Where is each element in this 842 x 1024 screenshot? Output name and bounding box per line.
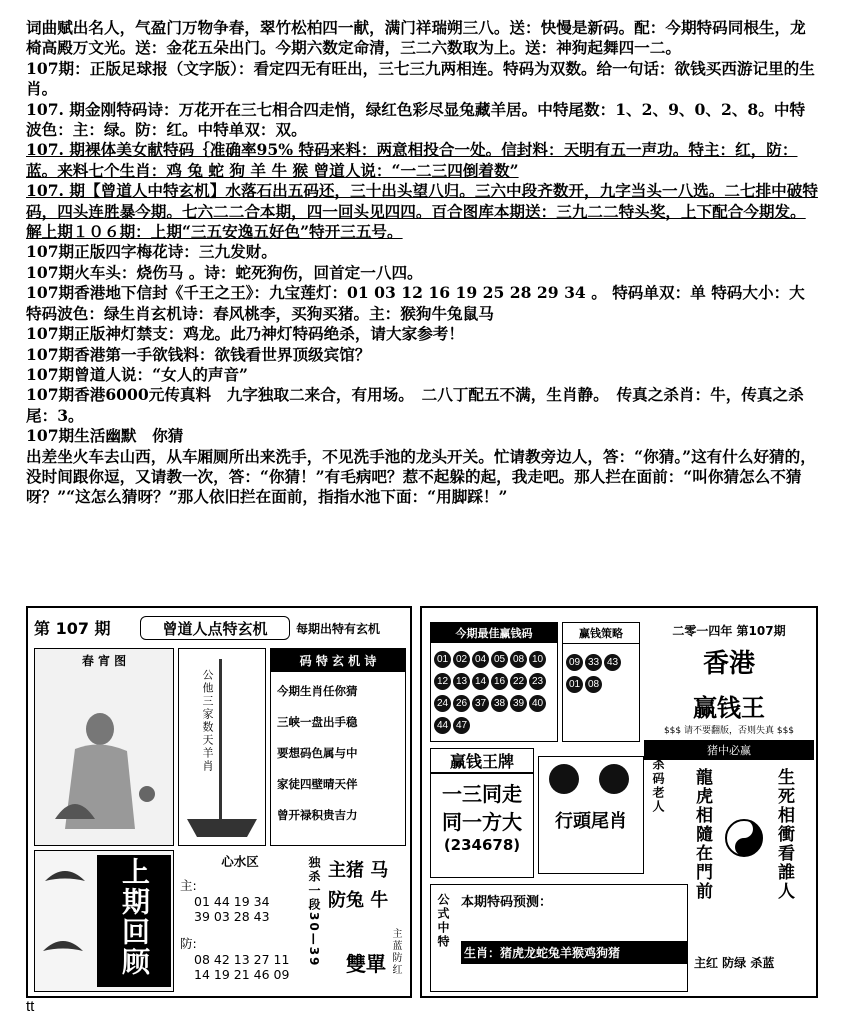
- paragraph-fax: 107期香港6000元传真料 九字独取二来合，有用场。 二八丁配五不满，生肖静。 传真之杀肖：牛，传真之杀尾：3。: [26, 385, 804, 425]
- defend-label: 防:: [180, 936, 197, 951]
- number-ball: 44: [434, 717, 451, 734]
- win-strategy-box: [562, 622, 640, 742]
- win-numbers: [563, 644, 639, 700]
- side-note: 主蓝防红: [390, 928, 401, 976]
- king-card-title: 赢钱王牌: [431, 749, 533, 774]
- paragraph-plum: 107期正版四字梅花诗：三九发财。: [26, 242, 277, 262]
- number-ball: 38: [491, 695, 508, 712]
- zodiac-picks: [328, 856, 392, 916]
- poem-line: 三峡一盘出手稳: [277, 715, 358, 729]
- paragraph-humor-body: 出差坐火车去山西，从车厢厕所出来洗手，不见洗手池的龙头开关。忙请教旁边人，答：“你猜。”这有什么好猜的，没时间跟你逗，又请教一次，答：“你猜！”有毛病吧？惹不起躲的起，我走吧。那人拦在面前：“叫你猜怎么不猜呀？”“这怎么猜呀？”那人依旧拦在面前，指指水池下面：“用脚踩！”: [26, 446, 816, 507]
- clock-icons: [539, 757, 643, 803]
- win-ball: 08: [585, 676, 602, 693]
- main-label: 主:: [180, 878, 197, 893]
- special-tag: 猪中必赢: [644, 740, 814, 760]
- zodiac-defend: 防兔 牛: [328, 890, 389, 911]
- main-nums-2: 39 03 28 43: [194, 909, 270, 924]
- paragraph-zeng-says: 107期曾道人说：“女人的声音”: [26, 364, 249, 384]
- number-ball: 14: [472, 673, 489, 690]
- footer-text: tt: [26, 998, 35, 1015]
- spring-picture: [34, 648, 174, 846]
- number-ball: 23: [529, 673, 546, 690]
- heart-area: [180, 852, 300, 992]
- win-ball: 09: [566, 654, 583, 671]
- predict-zodiac: 生肖：猪虎龙蛇兔羊猴鸡狗猪: [461, 941, 687, 964]
- defend-nums-2: 14 19 21 46 09: [194, 967, 290, 982]
- year-issue: 二零一四年 第107期: [672, 624, 786, 638]
- king-line: 同一方大: [442, 810, 522, 834]
- number-ball: 37: [472, 695, 489, 712]
- paragraph-intro: 词曲赋出名人，气盈门万物争春，翠竹松柏四一献，满门祥瑞朔三八。送：快慢是新码。配：今期特码同根生，龙椅高殿万文光。送：金花五朵出门。今期六数定命清，三二六数取为上。送：神狗起舞四一二。: [26, 18, 806, 58]
- best-numbers-box: [430, 622, 558, 742]
- number-ball: 12: [434, 673, 451, 690]
- poem-list: [271, 672, 405, 835]
- king-lines: [431, 780, 533, 836]
- heart-label: 心水区: [221, 854, 259, 869]
- row-header-box: [538, 756, 644, 874]
- poem-box: [270, 648, 406, 846]
- paragraph-zeng: 107. 期【曾道人中特玄机】水落石出五码还，三十出头望八归。三六中段齐数开，九字当头一八选。二七排中破特码，四头连胜暴今期。七六二二合本期，四一回头见四四。百合图库本期送：三九二二特头奖，上下配合今期发。解上期１０６期：上期“三五安逸五好色”特开三五号。: [26, 181, 818, 242]
- scroll-text: 公他三家数天羊肖: [201, 669, 214, 773]
- figure-illustration: [35, 669, 173, 839]
- bottom-tags: 主红 防绿 杀蓝: [694, 956, 775, 970]
- article-text: [26, 18, 818, 508]
- range-text: 独杀一段30—39: [307, 856, 321, 968]
- dragon-tiger: 龍虎相隨在門前: [692, 768, 712, 901]
- image-strip: [26, 606, 818, 998]
- paragraph-vajra: 107. 期金刚特码诗：万花开在三七相合四走悄，绿红色彩尽显兔藏羊居。中特尾数：1、2、9、0、2、8。中特波色：主：绿。防：红。中特单双：双。: [26, 99, 806, 140]
- formula-box: [430, 884, 688, 992]
- win-strategy-title: 赢钱策略: [563, 623, 639, 644]
- number-ball: 26: [453, 695, 470, 712]
- poem-line: 家徒四壁晴天伴: [277, 777, 358, 791]
- number-ball: 13: [453, 673, 470, 690]
- left-lottery-panel: [26, 606, 412, 998]
- hong-kong: 香港: [702, 649, 755, 679]
- scroll-section: [178, 648, 266, 846]
- number-ball: 40: [529, 695, 546, 712]
- right-lottery-panel: [420, 606, 818, 998]
- life-death: 生死相衝看誰人: [774, 768, 794, 901]
- number-ball: 16: [491, 673, 508, 690]
- number-ball: 47: [453, 717, 470, 734]
- last-issue-label: [97, 855, 171, 987]
- king-card: [430, 748, 534, 878]
- row-header: 行頭尾肖: [555, 811, 627, 832]
- predict-title: 本期特码预测：: [461, 895, 553, 910]
- slogan: $$$ 请不要翻版，否则失真 $$$: [663, 726, 795, 736]
- boat-icon: [179, 649, 265, 845]
- paragraph-beauty: 107. 期裸体美女献特码｛准确率95% 特码来料：两意相投合一处。信封料：天明有五一声功。特主：红，防：蓝。来料七个生肖：鸡 兔 蛇 狗 羊 牛 猴 曾道人说：“一二三四倒着数”: [26, 140, 798, 180]
- paragraph-first-hand: 107期香港第一手欲钱料：欲钱看世界顶级宾馆？: [26, 344, 371, 364]
- money-king-header: [644, 622, 814, 757]
- yin-yang-icon: [724, 818, 764, 858]
- win-ball: 43: [604, 654, 621, 671]
- paragraph-football: 107期：正版足球报（文字版）：看定四无有旺出，三七三九两相连。特码为双数。给一句话：欲钱买西游记里的生肖。: [26, 58, 815, 99]
- main-nums-1: 01 44 19 34: [194, 894, 270, 909]
- number-ball: 05: [491, 651, 508, 668]
- win-ball: 33: [585, 654, 602, 671]
- poem-line: 要想码色属与中: [277, 746, 358, 760]
- zodiac-main: 主猪 马: [328, 860, 389, 881]
- number-ball: 39: [510, 695, 527, 712]
- bird-icon: [35, 851, 95, 991]
- last-issue-text: 上期回顾: [118, 857, 151, 977]
- defend-nums-1: 08 42 13 27 11: [194, 952, 290, 967]
- money-king: 赢钱王: [693, 694, 765, 722]
- paragraph-train: 107期火车头：烧伤马 。诗：蛇死狗伤，回首定一八四。: [26, 262, 423, 282]
- best-numbers-title: 今期最佳赢钱码: [431, 623, 557, 643]
- king-numbers: (234678): [443, 836, 521, 854]
- number-ball: 01: [434, 651, 451, 668]
- number-ball: 10: [529, 651, 546, 668]
- number-ball: 02: [453, 651, 470, 668]
- poem-header: 码 特 玄 机 诗: [271, 649, 405, 672]
- king-line: 一三同走: [442, 782, 522, 806]
- poem-line: 曾开禄积贵吉力: [277, 808, 358, 822]
- number-ball: 04: [472, 651, 489, 668]
- panel-title: 曾道人点特玄机: [140, 616, 290, 640]
- win-ball: 01: [566, 676, 583, 693]
- picture-title: 春 宵 图: [81, 654, 127, 668]
- paragraph-humor-title: 107期生活幽默 你猜: [26, 426, 184, 446]
- number-ball: 24: [434, 695, 451, 712]
- poem-line: 今期生肖任你猜: [277, 684, 358, 698]
- formula-label: 公式中特: [436, 893, 450, 949]
- number-balls: [431, 643, 557, 739]
- issue-label: 第 107 期: [34, 619, 111, 638]
- panel-subtitle: 每期出特有玄机: [296, 622, 381, 636]
- kill-label: 杀码老人: [651, 758, 665, 814]
- last-issue-box: [34, 850, 174, 992]
- paragraph-lamp: 107期正版神灯禁支：鸡龙。此乃神灯特码绝杀，请大家参考！: [26, 324, 464, 344]
- number-ball: 22: [510, 673, 527, 690]
- number-ball: 08: [510, 651, 527, 668]
- paragraph-envelope: 107期香港地下信封《千王之王》：九宝莲灯：01 03 12 16 19 25 28 29 34 。 特码单双：单 特码大小：大 特码波色：绿生肖玄机诗：春风桃李，买狗买猪。主：猴狗牛兔鼠马: [26, 283, 805, 323]
- double-single: 雙單: [346, 952, 386, 976]
